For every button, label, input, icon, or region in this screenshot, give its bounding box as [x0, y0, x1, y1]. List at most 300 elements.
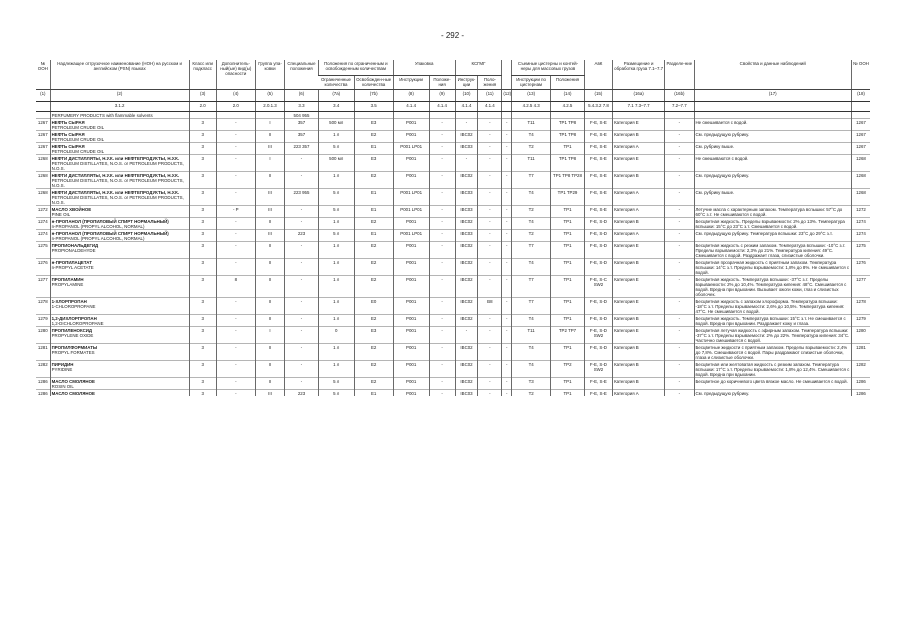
un-number-right: 1268: [851, 189, 870, 206]
name-english: PETROLEUM CRUDE OIL: [51, 148, 105, 154]
excepted-qty-cell: E2: [354, 131, 393, 143]
tank-instruction-cell: T4: [512, 218, 551, 230]
header-properties: Свойства и данные наблюдений: [694, 60, 851, 90]
table-row: [36, 259, 870, 276]
tank-provision-cell: TP1: [551, 242, 585, 259]
limited-qty-cell: 5 л: [318, 206, 354, 218]
column-reference: 2.0.1.3: [255, 102, 284, 112]
tank-instruction-cell: T4: [512, 189, 551, 206]
tank-instruction-cell: [512, 112, 551, 119]
excepted-qty-cell: E1: [354, 206, 393, 218]
ibc-instruction-cell: IBC02: [455, 361, 478, 378]
properties-cell: См. предыдущую рубрику.: [694, 390, 851, 397]
tank-provision-cell: TP1 TP8 TP28: [551, 172, 585, 189]
extra-cell: -: [502, 276, 512, 298]
header-ems: АвК: [584, 60, 612, 90]
properties-cell: Бесцветная жидкость. Пределы взрываемости: 2% до 13%. Температура вспышки: 15°C до 23°C з.т. Смешивается с водой.: [694, 218, 851, 230]
un-number-right: [851, 112, 870, 119]
special-provisions-cell: -: [285, 218, 319, 230]
ibc-instruction-cell: [455, 112, 478, 119]
limited-qty-cell: 1 л: [318, 131, 354, 143]
tank-provision-cell: TP1: [551, 276, 585, 298]
ibc-provision-cell: -: [478, 143, 502, 155]
ibc-instruction-cell: IBC02: [455, 276, 478, 298]
packing-instruction-cell: P001: [393, 315, 429, 327]
column-number: (4): [216, 90, 255, 102]
properties-cell: Бесцветная жидкость. Температура вспышки: -37°C з.т. Пределы взрываемости: 2% до 10,4%. Температура кипения: 48°C. Смешивается с водой. Вредна при вдыхании. Вызывает ожоги кожи, глаз и слизистых оболочек.: [694, 276, 851, 298]
ibc-instruction-cell: -: [455, 119, 478, 131]
segregation-cell: -: [665, 218, 694, 230]
packing-group-cell: III: [255, 206, 284, 218]
ems-cell: F-E, S-E: [584, 131, 612, 143]
class-cell: 3: [189, 259, 216, 276]
packing-instruction-cell: P001: [393, 276, 429, 298]
ibc-instruction-cell: IBC03: [455, 206, 478, 218]
ibc-instruction-cell: IBC03: [455, 189, 478, 206]
name-english: PETROLEUM DISTILLATES, N.O.S. or PETROLEUM PRODUCTS, N.O.S.: [51, 160, 184, 171]
header-packaging: Упаковка: [393, 60, 455, 76]
stowage-cell: Категория B: [613, 259, 665, 276]
extra-cell: -: [502, 172, 512, 189]
un-number: 1272: [36, 206, 50, 218]
special-provisions-cell: -: [285, 276, 319, 298]
special-provisions-cell: 223: [285, 390, 319, 397]
name-english: 1,2-DICHLOROPROPANE: [51, 320, 104, 326]
ibc-provision-cell: B8: [478, 298, 502, 315]
column-reference: [694, 102, 851, 112]
subsidiary-cell: -: [216, 119, 255, 131]
header-class: Класс или подкласс: [189, 60, 216, 90]
segregation-cell: -: [665, 361, 694, 378]
properties-cell: См. предыдущую рубрику. Температура вспышки: 23°C до 29°C з.т.: [694, 230, 851, 242]
class-cell: 3: [189, 119, 216, 131]
table-row: [36, 230, 870, 242]
column-number: (1): [36, 90, 50, 102]
subsidiary-cell: -: [216, 390, 255, 397]
class-cell: 3: [189, 361, 216, 378]
name-english: PETROLEUM DISTILLATES, N.O.S. or PETROLEUM PRODUCTS, N.O.S.: [51, 177, 184, 188]
packing-group-cell: II: [255, 242, 284, 259]
ems-cell: F-E, S-E: [584, 206, 612, 218]
ibc-provision-cell: -: [478, 206, 502, 218]
excepted-qty-cell: E2: [354, 242, 393, 259]
packing-group-cell: III: [255, 230, 284, 242]
properties-cell: Бесцветное до коричневого цвета вязкое масло. Не смешивается с водой.: [694, 378, 851, 390]
column-number: (18): [851, 90, 870, 102]
name-russian: НЕФТИ ДИСТИЛЛЯТЫ, Н.У.К. или НЕФТЕПРОДУКТЫ, Н.У.К.: [51, 172, 180, 178]
table-row: [36, 131, 870, 143]
ibc-instruction-cell: IBC03: [455, 230, 478, 242]
segregation-cell: -: [665, 327, 694, 344]
table-row: [36, 143, 870, 155]
un-number-right: 1282: [851, 361, 870, 378]
class-cell: 3: [189, 276, 216, 298]
limited-qty-cell: 5 л: [318, 143, 354, 155]
header-quantities: Положения по ограниченным и освобожденным количествам: [318, 60, 393, 76]
ibc-instruction-cell: IBC02: [455, 378, 478, 390]
column-reference: 3.1.2: [50, 102, 189, 112]
table-row: [36, 218, 870, 230]
ems-cell: F-E, S-D: [584, 242, 612, 259]
tank-instruction-cell: T3: [512, 378, 551, 390]
limited-qty-cell: 1 л: [318, 276, 354, 298]
limited-qty-cell: 1 л: [318, 361, 354, 378]
column-number: (17): [694, 90, 851, 102]
table-row: [36, 206, 870, 218]
subsidiary-cell: -: [216, 172, 255, 189]
un-number: 1278: [36, 298, 50, 315]
ems-cell: F-E, S-D: [584, 218, 612, 230]
ems-cell: F-E, S-D: [584, 298, 612, 315]
stowage-cell: [613, 112, 665, 119]
packing-provision-cell: [429, 112, 455, 119]
ems-cell: F-E, S-E: [584, 172, 612, 189]
special-provisions-cell: -: [285, 327, 319, 344]
special-provisions-cell: -: [285, 344, 319, 361]
ibc-instruction-cell: IBC02: [455, 315, 478, 327]
properties-cell: Летучие масла с характерным запахом. Температура вспышки: 57°C до 60°C з.т. Не смешиваются с водой.: [694, 206, 851, 218]
stowage-cell: Категория B: [613, 361, 665, 378]
packing-instruction-cell: P001: [393, 344, 429, 361]
class-cell: 3: [189, 218, 216, 230]
un-number: 1274: [36, 230, 50, 242]
packing-group-cell: II: [255, 361, 284, 378]
tank-instruction-cell: T4: [512, 344, 551, 361]
extra-cell: -: [502, 298, 512, 315]
name-russian: НЕФТЬ СЫРАЯ: [51, 119, 85, 125]
class-cell: 3: [189, 242, 216, 259]
packing-provision-cell: -: [429, 315, 455, 327]
un-number: 1280: [36, 327, 50, 344]
extra-cell: -: [502, 390, 512, 397]
packing-instruction-cell: P001: [393, 361, 429, 378]
column-number: (7b): [354, 90, 393, 102]
packing-provision-cell: -: [429, 218, 455, 230]
name-english: PETROLEUM CRUDE OIL: [51, 124, 105, 130]
substance-name-cell: [50, 172, 189, 189]
column-reference: 3.4: [318, 102, 354, 112]
extra-cell: -: [502, 327, 512, 344]
table-row: [36, 189, 870, 206]
excepted-qty-cell: E1: [354, 143, 393, 155]
ems-cell: F-E, S-D: [584, 315, 612, 327]
packing-group-cell: I: [255, 327, 284, 344]
table-row: [36, 390, 870, 397]
packing-group-cell: II: [255, 344, 284, 361]
excepted-qty-cell: E2: [354, 218, 393, 230]
column-reference: 4.1.4: [478, 102, 502, 112]
packing-instruction-cell: P001: [393, 259, 429, 276]
class-cell: 3: [189, 131, 216, 143]
extra-cell: -: [502, 206, 512, 218]
stowage-cell: Категория A: [613, 390, 665, 397]
tank-instruction-cell: T2: [512, 230, 551, 242]
segregation-cell: -: [665, 390, 694, 397]
packing-instruction-cell: P001: [393, 218, 429, 230]
properties-cell: См. предыдущую рубрику.: [694, 131, 851, 143]
ems-cell: F-E, S-E: [584, 189, 612, 206]
excepted-qty-cell: E2: [354, 259, 393, 276]
column-number: (6): [285, 90, 319, 102]
special-provisions-cell: 504 955: [285, 112, 319, 119]
ibc-instruction-cell: -: [455, 327, 478, 344]
excepted-qty-cell: E3: [354, 155, 393, 172]
table-row: [36, 361, 870, 378]
tank-provision-cell: TP1 TP8: [551, 131, 585, 143]
header-limited-qty: Ограниченные количества: [318, 76, 354, 90]
substance-name-cell: [50, 276, 189, 298]
stowage-cell: Категория E: [613, 276, 665, 298]
table-row: [36, 172, 870, 189]
properties-cell: [694, 112, 851, 119]
ibc-provision-cell: -: [478, 131, 502, 143]
ems-cell: F-E, S-D: [584, 344, 612, 361]
tank-provision-cell: TP1: [551, 390, 585, 397]
subsidiary-cell: -: [216, 344, 255, 361]
excepted-qty-cell: E2: [354, 172, 393, 189]
tank-instruction-cell: T4: [512, 361, 551, 378]
special-provisions-cell: 223: [285, 230, 319, 242]
column-number: (16a): [613, 90, 665, 102]
excepted-qty-cell: E1: [354, 230, 393, 242]
excepted-qty-cell: E0: [354, 298, 393, 315]
table-row: [36, 378, 870, 390]
ems-cell: [584, 112, 612, 119]
packing-provision-cell: -: [429, 155, 455, 172]
ibc-provision-cell: -: [478, 155, 502, 172]
subsidiary-cell: -: [216, 189, 255, 206]
tank-instruction-cell: T7: [512, 298, 551, 315]
name-english: 1-CHLOROPROPANE: [51, 303, 96, 309]
ems-cell: F-E, S-E: [584, 378, 612, 390]
column-reference: 5.4.3.2 7.8: [584, 102, 612, 112]
column-number: (15): [584, 90, 612, 102]
stowage-cell: Категория B: [613, 378, 665, 390]
packing-instruction-cell: P001: [393, 242, 429, 259]
substance-name-cell: [50, 242, 189, 259]
name-english: PROPYLAMINE: [51, 281, 84, 287]
un-number: 1282: [36, 361, 50, 378]
ems-cell: F-E, S-D SW2: [584, 327, 612, 344]
tank-instruction-cell: T11: [512, 155, 551, 172]
special-provisions-cell: 357: [285, 131, 319, 143]
packing-group-cell: II: [255, 131, 284, 143]
excepted-qty-cell: E2: [354, 361, 393, 378]
packing-instruction-cell: P001 LP01: [393, 189, 429, 206]
column-number: (9): [429, 90, 455, 102]
ems-cell: F-E, S-D: [584, 230, 612, 242]
un-number-right: 1279: [851, 315, 870, 327]
name-russian: НЕФТЬ СЫРАЯ: [51, 131, 85, 137]
ibc-provision-cell: -: [478, 390, 502, 397]
stowage-cell: Категория A: [613, 230, 665, 242]
name-english: n-PROPANOL (PROPYL ALCOHOL, NORMAL): [51, 235, 145, 241]
packing-provision-cell: -: [429, 172, 455, 189]
column-reference: 4.1.4: [429, 102, 455, 112]
un-number-right: 1276: [851, 259, 870, 276]
substance-name-cell: [50, 143, 189, 155]
tank-provision-cell: TP1 TP29: [551, 189, 585, 206]
properties-cell: См. рубрику выше.: [694, 189, 851, 206]
ems-cell: F-E, S-D SW2: [584, 361, 612, 378]
tank-provision-cell: TP1: [551, 143, 585, 155]
ems-cell: F-E, S-E: [584, 155, 612, 172]
ibc-provision-cell: -: [478, 259, 502, 276]
packing-provision-cell: -: [429, 206, 455, 218]
tank-instruction-cell: T4: [512, 259, 551, 276]
column-number: (2): [50, 90, 189, 102]
name-russian: 1,2-ДИХЛОРПРОПАН: [51, 315, 97, 321]
excepted-qty-cell: E2: [354, 315, 393, 327]
packing-group-cell: III: [255, 390, 284, 397]
stowage-cell: Категория E: [613, 298, 665, 315]
header-ibc-prov: Поло-жения: [478, 76, 502, 90]
name-english: PERFUMERY PRODUCTS with flammable solvents: [51, 112, 153, 118]
special-provisions-cell: -: [285, 361, 319, 378]
column-reference: [502, 102, 512, 112]
column-reference: 3.5: [354, 102, 393, 112]
stowage-cell: Категория B: [613, 218, 665, 230]
table-row: [36, 119, 870, 131]
tank-provision-cell: TP1: [551, 315, 585, 327]
name-russian: НЕФТЬ СЫРАЯ: [51, 143, 85, 149]
name-english: PYRIDINE: [51, 366, 73, 372]
header-subsidiary: Дополнитель-ный(ые) вид(ы) опасности: [216, 60, 255, 90]
limited-qty-cell: 500 мл: [318, 119, 354, 131]
extra-cell: -: [502, 344, 512, 361]
packing-provision-cell: -: [429, 143, 455, 155]
segregation-cell: -: [665, 206, 694, 218]
column-reference: 2.0: [189, 102, 216, 112]
name-english: PROPYLENE OXIDE: [51, 332, 94, 338]
extra-cell: -: [502, 155, 512, 172]
un-number: 1286: [36, 378, 50, 390]
excepted-qty-cell: E3: [354, 119, 393, 131]
packing-provision-cell: -: [429, 242, 455, 259]
excepted-qty-cell: E1: [354, 189, 393, 206]
tank-instruction-cell: T7: [512, 276, 551, 298]
tank-provision-cell: [551, 112, 585, 119]
substance-name-cell: [50, 327, 189, 344]
packing-instruction-cell: P001: [393, 172, 429, 189]
un-number: 1268: [36, 155, 50, 172]
column-number: (16b): [665, 90, 694, 102]
tank-provision-cell: TP1: [551, 298, 585, 315]
tank-provision-cell: TP1: [551, 378, 585, 390]
tank-instruction-cell: T11: [512, 327, 551, 344]
un-number: 1286: [36, 390, 50, 397]
packing-provision-cell: -: [429, 131, 455, 143]
properties-cell: Бесцветная жидкость. Температура вспышки: 15°C з.т. Не смешивается с водой. Вредна при вдыхании. Раздражает кожу и глаза.: [694, 315, 851, 327]
column-number: (11): [478, 90, 502, 102]
class-cell: 3: [189, 206, 216, 218]
packing-group-cell: III: [255, 189, 284, 206]
header-segregation: Разделе-ние: [665, 60, 694, 90]
segregation-cell: -: [665, 230, 694, 242]
ibc-instruction-cell: IBC02: [455, 242, 478, 259]
tank-provision-cell: TP1 TP8: [551, 119, 585, 131]
tank-instruction-cell: T2: [512, 143, 551, 155]
ibc-provision-cell: -: [478, 276, 502, 298]
subsidiary-cell: -: [216, 315, 255, 327]
ibc-provision-cell: -: [478, 189, 502, 206]
subsidiary-cell: -: [216, 242, 255, 259]
stowage-cell: Категория E: [613, 327, 665, 344]
subsidiary-cell: -: [216, 155, 255, 172]
segregation-cell: -: [665, 131, 694, 143]
excepted-qty-cell: E2: [354, 378, 393, 390]
extra-cell: [502, 112, 512, 119]
packing-provision-cell: -: [429, 361, 455, 378]
subsidiary-cell: -: [216, 327, 255, 344]
properties-cell: Бесцветные жидкости с приятным запахом. Пределы взрываемости: 2,4% до 7,8%. Смешиваются с водой. Пары раздражают слизистые оболочки, глаза и слизистые оболочки.: [694, 344, 851, 361]
un-number: 1267: [36, 143, 50, 155]
stowage-cell: Категория A: [613, 143, 665, 155]
limited-qty-cell: 1 л: [318, 344, 354, 361]
column-reference: 7.1 7.3–7.7: [613, 102, 665, 112]
tank-instruction-cell: T11: [512, 119, 551, 131]
un-number-right: 1281: [851, 344, 870, 361]
un-number-right: 1268: [851, 155, 870, 172]
ibc-provision-cell: -: [478, 327, 502, 344]
properties-cell: Не смешивается с водой.: [694, 119, 851, 131]
column-reference: [36, 102, 50, 112]
segregation-cell: -: [665, 259, 694, 276]
name-russian: н-ПРОПАНОЛ (ПРОПИЛОВЫЙ СПИРТ НОРМАЛЬНЫЙ): [51, 218, 169, 224]
name-russian: ПРОПИЛЕНОКСИД: [51, 327, 93, 333]
extra-cell: -: [502, 230, 512, 242]
page-number: - 292 -: [440, 31, 465, 40]
properties-cell: Бесцветная прозрачная жидкость с приятным запахом. Температура вспышки: 14°C з.т. Пределы взрываемости: 1,8% до 8%. Не смешивается с водой.: [694, 259, 851, 276]
packing-provision-cell: -: [429, 390, 455, 397]
ems-cell: F-E, S-E: [584, 119, 612, 131]
special-provisions-cell: -: [285, 242, 319, 259]
limited-qty-cell: 1 л: [318, 242, 354, 259]
un-number-right: 1274: [851, 218, 870, 230]
special-provisions-cell: -: [285, 298, 319, 315]
tank-instruction-cell: T2: [512, 206, 551, 218]
header-row-refs: [36, 102, 870, 112]
tank-instruction-cell: T4: [512, 131, 551, 143]
packing-group-cell: II: [255, 259, 284, 276]
column-number: (14): [551, 90, 585, 102]
segregation-cell: -: [665, 276, 694, 298]
header-row-titles: [36, 60, 870, 76]
header-tanks: Съемные цистерны и контей-неры для массовых грузов: [512, 60, 585, 76]
subsidiary-cell: -: [216, 131, 255, 143]
class-cell: 3: [189, 143, 216, 155]
substance-name-cell: [50, 155, 189, 172]
tank-provision-cell: TP1: [551, 230, 585, 242]
packing-group-cell: II: [255, 315, 284, 327]
subsidiary-cell: -: [216, 143, 255, 155]
un-number-right: 1277: [851, 276, 870, 298]
packing-instruction-cell: P001 LP01: [393, 230, 429, 242]
un-number: 1277: [36, 276, 50, 298]
tank-instruction-cell: T4: [512, 315, 551, 327]
ibc-provision-cell: [478, 112, 502, 119]
limited-qty-cell: [318, 112, 354, 119]
name-english: PETROLEUM CRUDE OIL: [51, 136, 105, 142]
segregation-cell: [665, 112, 694, 119]
limited-qty-cell: 5 л: [318, 390, 354, 397]
ibc-provision-cell: -: [478, 344, 502, 361]
subsidiary-cell: -: [216, 298, 255, 315]
tank-provision-cell: TP1 TP8: [551, 155, 585, 172]
name-english: PROPYL FORMATES: [51, 349, 95, 355]
column-number: (3): [189, 90, 216, 102]
tank-instruction-cell: T7: [512, 172, 551, 189]
